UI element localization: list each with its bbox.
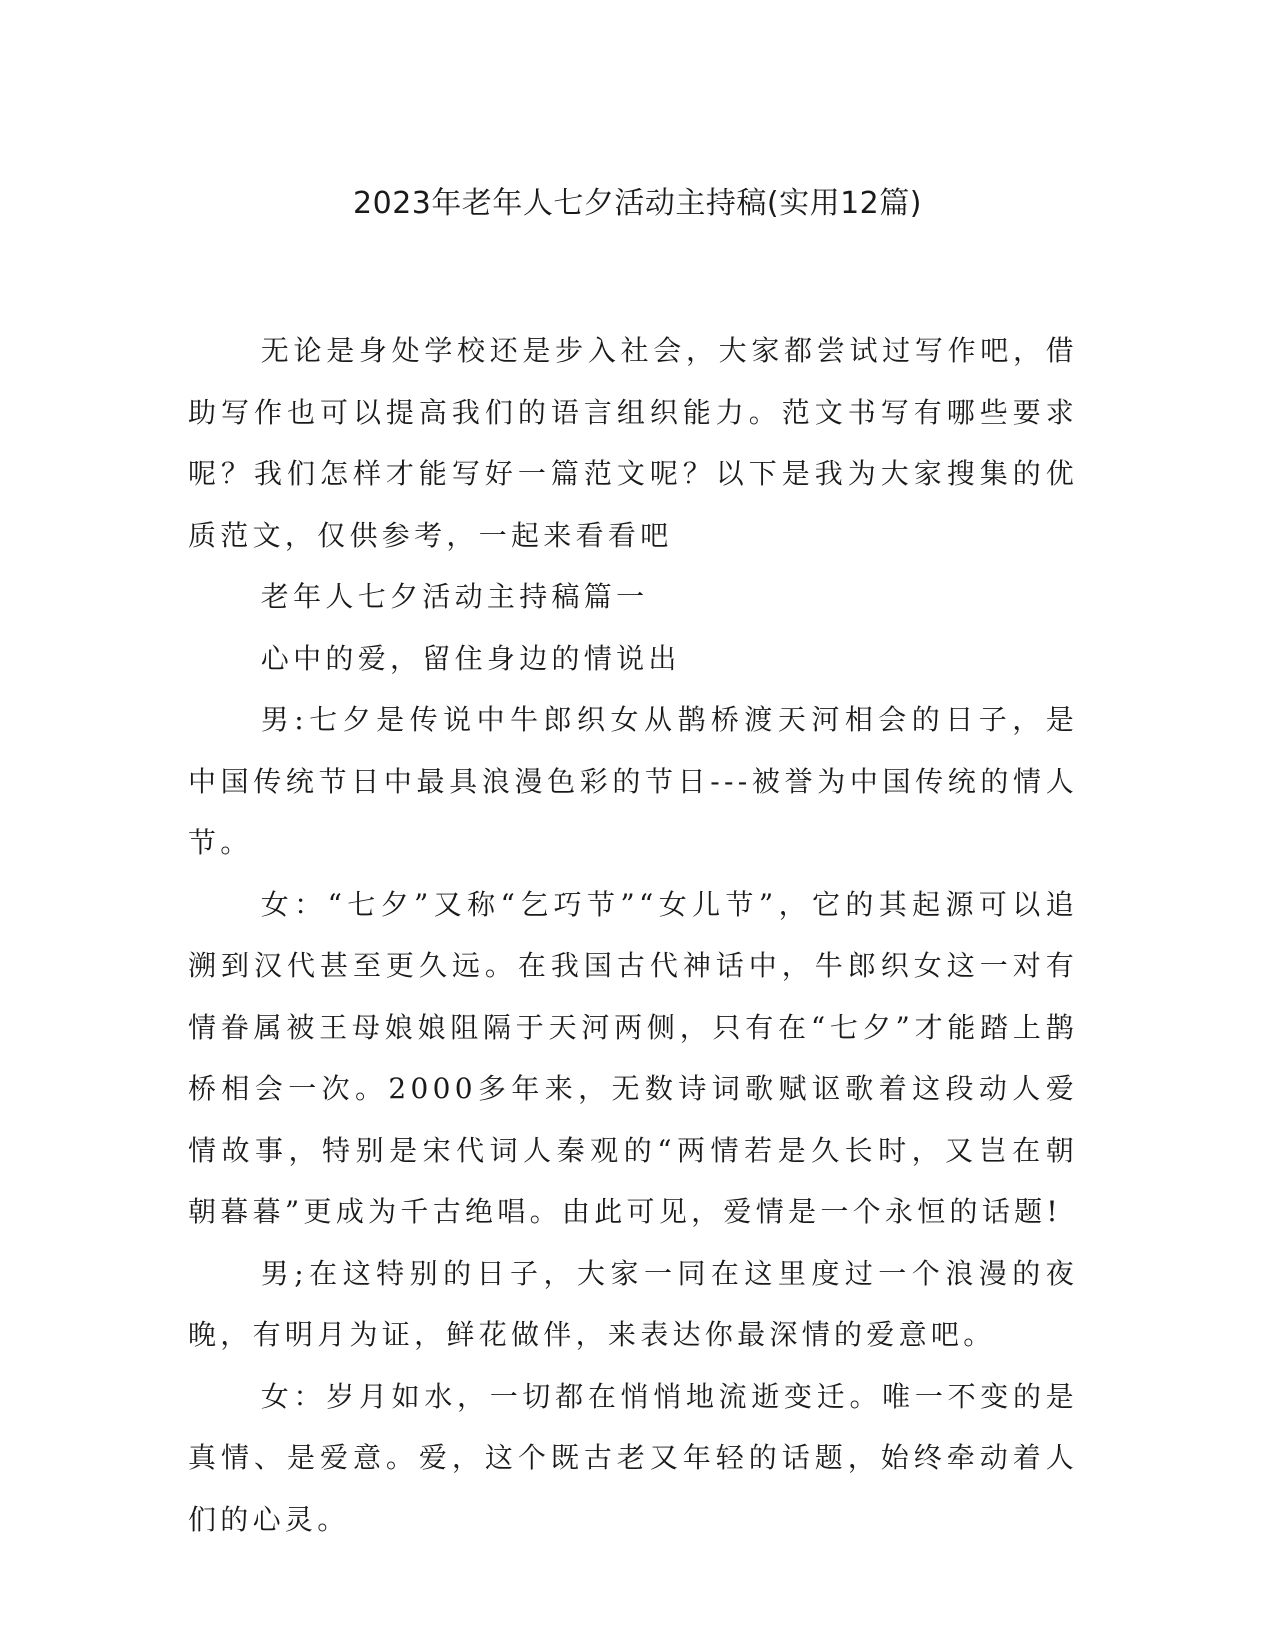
female-host-line-1: 女：“七夕”又称“乞巧节”“女儿节”，它的其起源可以追溯到汉代甚至更久远。在我国古代神话中，牛郎织女这一对有情眷属被王母娘娘阻隔于天河两侧，只有在“七夕”才能踏上鹊桥相会一次。2000多年来，无数诗词歌赋讴歌着这段动人爱情故事，特别是宋代词人秦观的“两情若是久长时，又岂在朝朝暮暮”更成为千古绝唱。由此可见，爱情是一个永恒的话题!	[188, 887, 1078, 1228]
section-heading: 老年人七夕活动主持稿篇一	[260, 580, 649, 613]
intro-paragraph: 无论是身处学校还是步入社会，大家都尝试过写作吧，借助写作也可以提高我们的语言组织能力。范文书写有哪些要求呢？我们怎样才能写好一篇范文呢？以下是我为大家搜集的优质范文，仅供参考，一起来看看吧	[188, 334, 1078, 552]
male-host-line-1: 男:七夕是传说中牛郎织女从鹊桥渡天河相会的日子，是中国传统节日中最具浪漫色彩的节日---被誉为中国传统的情人节。	[188, 703, 1078, 859]
document-body	[188, 320, 1078, 1550]
document-title: 2023年老年人七夕活动主持稿(实用12篇)	[353, 186, 922, 221]
section-subtitle: 心中的爱，留住身边的情说出	[260, 641, 681, 675]
female-host-line-2: 女：岁月如水，一切都在悄悄地流逝变迁。唯一不变的是真情、是爱意。爱，这个既古老又年轻的话题，始终牵动着人们的心灵。	[188, 1379, 1078, 1536]
male-host-line-2: 男;在这特别的日子，大家一同在这里度过一个浪漫的夜晚，有明月为证，鲜花做伴，来表达你最深情的爱意吧。	[188, 1256, 1078, 1351]
